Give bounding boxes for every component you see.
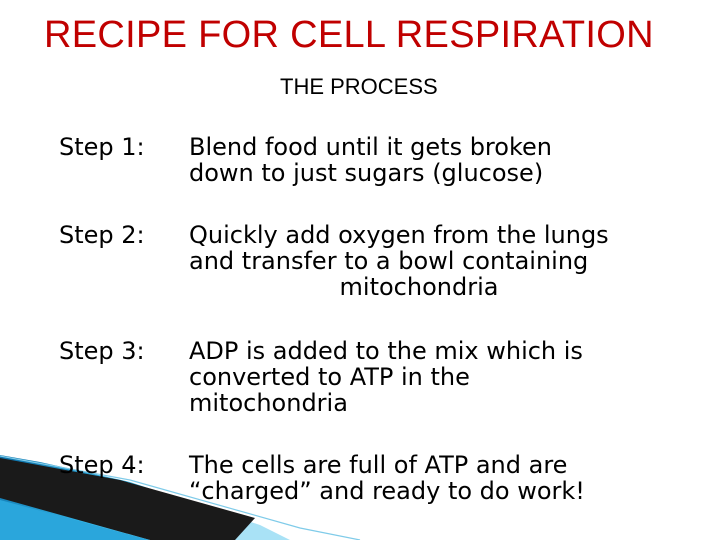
step-2-line-3: mitochondria bbox=[339, 273, 499, 301]
step-4-description bbox=[189, 452, 659, 504]
step-4-label: Step 4: bbox=[59, 451, 145, 479]
step-2-line-2: and transfer to a bowl containing bbox=[189, 247, 589, 275]
step-1-label: Step 1: bbox=[59, 133, 145, 161]
step-2-description bbox=[189, 222, 659, 300]
step-3-description bbox=[189, 338, 659, 416]
step-3-label: Step 3: bbox=[59, 337, 145, 365]
step-1-line-1: Blend food until it gets broken bbox=[189, 133, 552, 161]
step-3-line-3: mitochondria bbox=[189, 389, 348, 417]
step-1-line-2: down to just sugars (glucose) bbox=[189, 159, 544, 187]
step-3-line-1: ADP is added to the mix which is bbox=[189, 337, 583, 365]
step-4-line-1: The cells are full of ATP and are bbox=[189, 451, 568, 479]
step-3-line-2: converted to ATP in the bbox=[189, 363, 470, 391]
step-4-line-2: “charged” and ready to do work! bbox=[189, 477, 585, 505]
step-1-description bbox=[189, 134, 659, 186]
slide-subtitle: THE PROCESS bbox=[280, 74, 438, 99]
slide-title: RECIPE FOR CELL RESPIRATION bbox=[44, 14, 654, 56]
step-2-label: Step 2: bbox=[59, 221, 145, 249]
step-2-line-1: Quickly add oxygen from the lungs bbox=[189, 221, 609, 249]
